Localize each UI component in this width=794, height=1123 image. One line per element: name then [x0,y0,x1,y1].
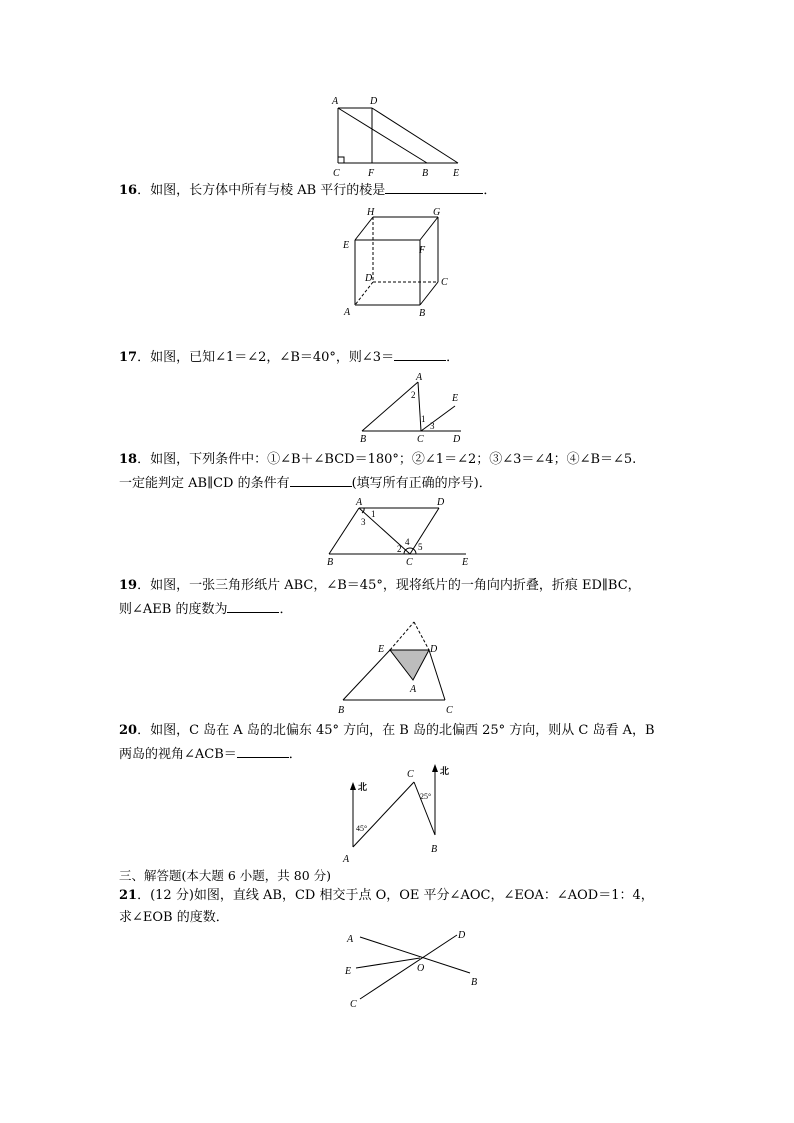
label-E: E [343,240,350,251]
label-C: C [333,168,340,179]
question-number: 20 [119,723,138,738]
question-number: 19 [119,578,138,593]
question-number: 18 [119,452,138,467]
label-C: C [350,999,357,1010]
question-16: 16．如图，长方体中所有与棱 AB 平行的棱是 ． [119,179,679,201]
angle-3-label: 3 [430,421,435,431]
label-B: B [419,308,426,319]
question-17: 17．如图，已知∠1＝∠2，∠B＝40°，则∠3＝ ． [119,346,679,368]
section-title: 三、解答题(本大题 6 小题，共 80 分) [119,868,332,883]
label-A: A [410,684,417,695]
label-B: B [360,434,367,445]
question-21 [119,886,679,928]
angle-5-label: 5 [418,542,423,552]
label-C: C [446,705,453,716]
answer-blank[interactable] [237,743,289,758]
label-C: C [406,557,413,568]
angle-2-label: 2 [411,390,416,400]
question-19 [119,576,679,620]
angle-2-label: 2 [397,544,402,554]
question-number: 16 [119,183,138,198]
question-line-1: 18．如图，下列条件中：①∠B＋∠BCD＝180°；②∠1＝∠2；③∠3＝∠4；④∠B＝∠5. [119,452,637,467]
question-line-1: 19．如图，一张三角形纸片 ABC，∠B＝45°，现将纸片的一角向内折叠，折痕 ED∥BC， [119,578,641,593]
label-D: D [453,434,461,445]
label-B: B [431,844,438,855]
question-number: 21 [119,888,138,903]
label-A: A [416,372,423,383]
question-line-2: 求∠EOB 的度数． [119,910,229,925]
answer-blank[interactable] [385,179,483,194]
question-line-2: 则∠AEB 的度数为 ． [119,598,679,620]
angle-1-label: 1 [371,509,376,519]
label-O: O [417,963,425,974]
north-label-a: 北 [358,782,368,792]
label-A: A [344,307,351,318]
question-20 [119,721,679,765]
label-B: B [422,168,429,179]
label-E: E [378,644,385,655]
question-text: ．如图，已知∠1＝∠2，∠B＝40°，则∠3＝ [137,350,395,365]
label-H: H [367,207,375,218]
label-C: C [441,277,448,288]
label-B: B [327,557,334,568]
figure-21 [340,925,490,1015]
label-G: G [433,207,441,218]
label-D: D [430,644,438,655]
question-18 [119,450,679,494]
figure-15 [330,93,470,183]
label-F: F [419,245,426,256]
label-E: E [345,966,352,977]
angle-3-label: 3 [361,517,366,527]
figure-19 [335,618,465,718]
label-D: D [370,96,378,107]
figure-16-cuboid [340,205,460,320]
folded-corner [390,650,429,680]
label-E: E [452,393,459,404]
question-line-1: 20．如图，C 岛在 A 岛的北偏东 45° 方向，在 B 岛的北偏西 25° 方向，则从 C 岛看 A，B [119,723,655,738]
angle-25-label: 25° [420,792,432,801]
label-B: B [338,705,345,716]
label-D: D [437,497,445,508]
figure-18 [322,495,472,570]
label-A: A [332,96,339,107]
question-line-2: 一定能判定 AB∥CD 的条件有 (填写所有正确的序号)． [119,472,679,494]
figure-17 [355,370,475,445]
label-B: B [471,977,478,988]
label-A: A [356,497,363,508]
label-C: C [407,769,414,780]
question-number: 17 [119,350,138,365]
label-F: F [368,168,375,179]
angle-1-label: 1 [421,414,426,424]
label-C: C [417,434,424,445]
angle-45-label: 45° [356,824,368,833]
label-D: D [458,930,466,941]
north-label-b: 北 [440,766,450,776]
question-text: ．如图，长方体中所有与棱 AB 平行的棱是 [137,183,386,198]
label-E: E [453,168,460,179]
answer-blank[interactable] [290,472,352,487]
question-line-2: 两岛的视角∠ACB＝ ． [119,743,679,765]
label-A: A [343,854,350,865]
label-E: E [462,557,469,568]
label-D: D [365,273,373,284]
answer-blank[interactable] [227,598,279,613]
answer-blank[interactable] [394,346,446,361]
label-A: A [347,934,354,945]
question-line-1: 21．(12 分)如图，直线 AB，CD 相交于点 O，OE 平分∠AOC，∠EOA：∠AOD＝1：4， [119,888,654,903]
angle-4-label: 4 [405,537,410,547]
figure-20 [340,762,460,867]
